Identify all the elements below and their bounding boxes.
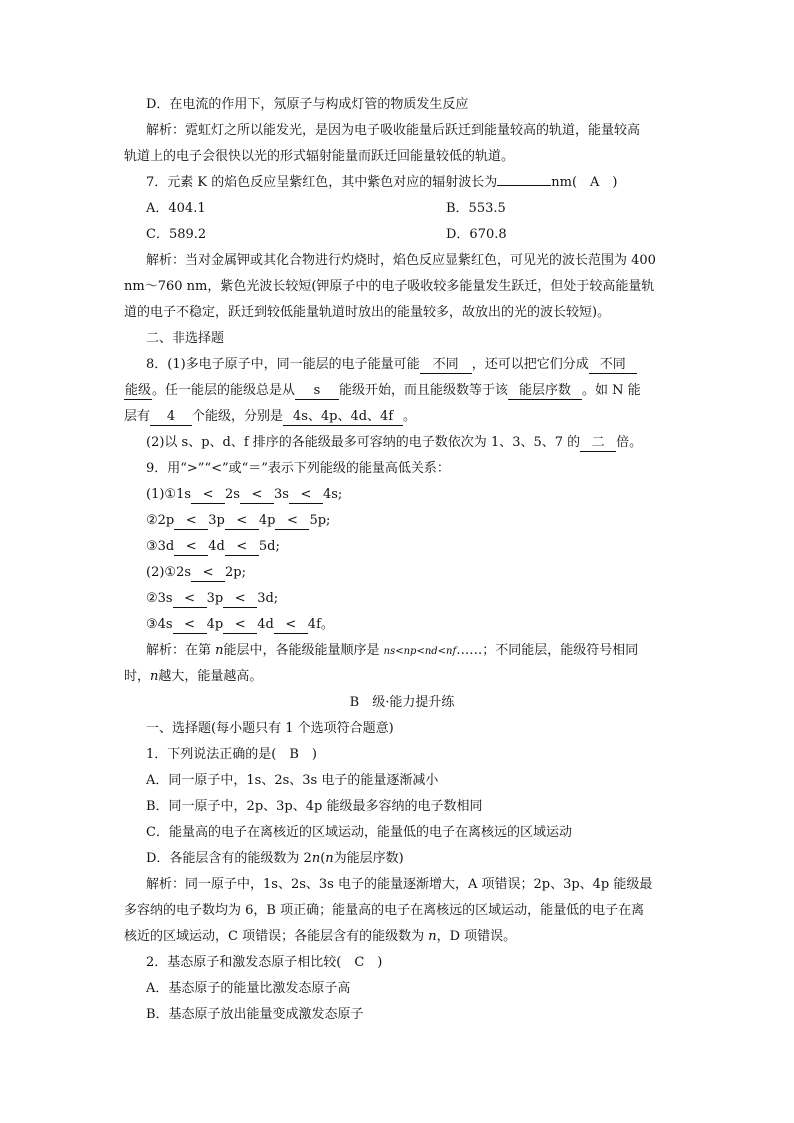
- q9-energy-level: 3p: [208, 513, 225, 528]
- qb1-option-c: C．能量高的电子在离核近的区域运动，能量低的电子在离核远的区域运动: [146, 825, 572, 840]
- q9-row-lead: ②: [146, 513, 158, 528]
- q9-answer-symbol: <: [223, 617, 257, 634]
- q7-option-d: D．670.8: [446, 227, 507, 242]
- q9-energy-level: 4s: [322, 487, 338, 502]
- q9-answer-symbol: <: [275, 513, 309, 530]
- q8-answer-s: s: [295, 383, 339, 400]
- q9-energy-level: 3s: [157, 591, 173, 606]
- q9-row-end-mark: ;: [275, 539, 280, 554]
- q8-text-2c: 。如 N 能: [582, 383, 641, 398]
- q9-energy-level: 3d: [157, 539, 175, 554]
- q9-answer-symbol: <: [174, 539, 208, 556]
- q9-energy-level: 2p: [225, 565, 242, 580]
- section-1-title: 一、选择题(每小题只有 1 个选项符合题意): [146, 721, 394, 736]
- q7-analysis-line-2: nm～760 nm，紫色光波长较短(钾原子中的电子吸收较多能量发生跃迁，但处于较高能量轨: [124, 279, 655, 294]
- q8-answer-different-levels-a: 不同: [589, 357, 637, 374]
- q7-options-row-2: [124, 222, 680, 248]
- q8-answer-layer-number: 能层序数: [508, 383, 582, 400]
- q9-row-lead: (2)①: [146, 565, 177, 580]
- qb1-option-b: B．同一原子中，2p、3p、4p 能级最多容纳的电子数相同: [146, 799, 483, 814]
- q9-analysis-var-n: n: [215, 643, 224, 658]
- qb1-option-a: A．同一原子中，1s、2s、3s 电子的能量逐渐减小: [146, 773, 439, 788]
- qb2-stem: 2．基态原子和激发态原子相比较( C ): [146, 955, 383, 970]
- q9-row: [124, 560, 680, 586]
- q8-text-2b: 能级开始，而且能级数等于该: [339, 383, 509, 398]
- qb1-stem: 1．下列说法正确的是( B ): [146, 747, 317, 762]
- q9-row-lead: ③: [146, 617, 158, 632]
- q8-text-3b: 个能级，分别是: [192, 409, 284, 424]
- q9-row-end-mark: ;: [273, 591, 279, 606]
- q9-stem: 9．用“>”“<”或“＝”表示下列能级的能量高低关系：: [146, 461, 450, 476]
- q9-analysis-line-1: [124, 638, 680, 664]
- q9-row: [124, 482, 680, 508]
- q9-answer-symbol: <: [174, 513, 208, 530]
- q9-comparison-rows: [124, 482, 680, 638]
- q9-energy-level: 4s: [157, 617, 173, 632]
- q6-analysis-line-2: 轨道上的电子会很快以光的形式辐射能量而跃迁回能量较低的轨道。: [124, 149, 515, 164]
- q8-line-1: [124, 352, 680, 378]
- qb1-analysis-line-3-b: ，D 项错误。: [436, 929, 517, 944]
- q9-energy-level: 3d: [257, 591, 274, 606]
- q8-answer-levels: 4s、4p、4d、4f: [283, 409, 403, 426]
- q9-analysis-line-2-var-n: n: [150, 669, 159, 684]
- q9-answer-symbol: <: [289, 487, 323, 504]
- q9-row-end-mark: ;: [326, 513, 331, 528]
- q9-row-lead: ②: [146, 591, 158, 606]
- q9-energy-level: 1s: [176, 487, 192, 502]
- q7-stem-text: 7．元素 K 的焰色反应呈紫红色，其中紫色对应的辐射波长为: [146, 175, 498, 190]
- q9-row: [124, 534, 680, 560]
- q9-answer-symbol: <: [240, 487, 274, 504]
- q9-answer-symbol: <: [173, 591, 207, 608]
- qb1-analysis-var-n: n: [428, 929, 437, 944]
- q7-option-b: B．553.5: [446, 201, 506, 216]
- document-content: [124, 92, 680, 1028]
- q9-analysis-order: ns<np<nd<nf: [383, 646, 457, 657]
- qb1-analysis-line-3-a: 核近的区域运动，C 项错误；各能层含有的能级数为: [124, 929, 429, 944]
- q8-line-3: [124, 404, 680, 430]
- qb1-analysis-line-1: 解析：同一原子中，1s、2s、3s 电子的能量逐渐增大，A 项错误；2p、3p、4p 能级最: [146, 877, 653, 892]
- q8-part-2: [124, 430, 680, 456]
- section-2-title: 二、非选择题: [146, 331, 225, 346]
- q7-answer-blank: [497, 185, 551, 186]
- q9-analysis-line-2-b: 越大，能量越高。: [158, 669, 263, 684]
- q7-stem-unit: nm( A ): [551, 175, 618, 190]
- q9-row-end-mark: ;: [241, 565, 247, 580]
- qb2-option-a: A．基态原子的能量比激发态原子高: [146, 981, 351, 996]
- q8-text-2a: 。任一能层的能级总是从: [152, 383, 296, 398]
- q9-energy-level: 4f: [307, 617, 321, 632]
- qb1-option-d-var-n-2: n: [325, 851, 334, 866]
- q9-answer-symbol: <: [191, 565, 225, 582]
- q9-energy-level: 5p: [309, 513, 327, 528]
- qb2-option-b: B．基态原子放出能量变成激发态原子: [146, 1007, 364, 1022]
- q9-answer-symbol: <: [191, 487, 225, 504]
- qb1-option-d-text-a: D．各能层含有的能级数为 2: [146, 851, 312, 866]
- q9-answer-symbol: <: [225, 539, 259, 556]
- q9-energy-level: 2p: [157, 513, 175, 528]
- q8-text-1b: ，还可以把它们分成: [471, 357, 589, 372]
- q9-energy-level: 4p: [258, 513, 276, 528]
- q9-row: [124, 612, 680, 638]
- q9-answer-symbol: <: [223, 591, 257, 608]
- q9-answer-symbol: <: [173, 617, 207, 634]
- qb1-option-d-var-n-1: n: [311, 851, 321, 866]
- q7-analysis-line-3: 道的电子不稳定，跃迁到较低能量轨道时放出的能量较多，故放出的光的波长较短)。: [124, 305, 611, 320]
- q9-energy-level: 4d: [257, 617, 274, 632]
- q7-analysis-line-1: 解析：当对金属钾或其化合物进行灼烧时，焰色反应显紫红色，可见光的波长范围为 400: [146, 253, 656, 268]
- q8-answer-different-levels-b: 能级: [125, 383, 152, 398]
- q9-row-lead: (1)①: [146, 487, 177, 502]
- qb1-option-d-text-c: 为能层序数): [333, 851, 404, 866]
- q9-energy-level: 5d: [258, 539, 276, 554]
- q7-stem: [124, 170, 680, 196]
- q9-analysis-text-c: ……；不同能层，能级符号相同: [456, 643, 639, 658]
- q7-option-a: A．404.1: [146, 201, 206, 216]
- q9-energy-level: 3s: [273, 487, 289, 502]
- section-b-title: B 级·能力提升练: [349, 695, 455, 710]
- q6-option-d: D．在电流的作用下，氖原子与构成灯管的物质发生反应: [146, 97, 469, 112]
- q9-analysis-line-2: [124, 664, 680, 690]
- q9-answer-symbol: <: [225, 513, 259, 530]
- q8-part-2-text-a: (2)以 s、p、d、f 排序的各能级最多可容纳的电子数依次为 1、3、5、7 的: [146, 435, 581, 450]
- q8-text-3c: 。: [403, 409, 417, 424]
- qb1-option-d-text-b: (: [320, 851, 326, 866]
- q9-row-end-mark: ;: [337, 487, 343, 502]
- q8-answer-two: 二: [580, 435, 616, 452]
- q9-row: [124, 586, 680, 612]
- q7-option-c: C．589.2: [146, 227, 207, 242]
- q9-energy-level: 2s: [225, 487, 240, 502]
- q9-energy-level: 4d: [208, 539, 225, 554]
- qb1-option-d: [124, 846, 680, 872]
- q9-answer-symbol: <: [274, 617, 308, 634]
- q9-energy-level: 4p: [206, 617, 224, 632]
- q8-answer-different: 不同: [420, 357, 472, 374]
- qb1-analysis-line-3: [124, 924, 680, 950]
- q9-analysis-line-2-a: 时，: [124, 669, 151, 684]
- q9-row-lead: ③: [146, 539, 158, 554]
- q8-answer-four: 4: [150, 409, 192, 426]
- q8-text-1a: 8．(1)多电子原子中，同一能层的电子能量可能: [146, 357, 420, 372]
- q9-analysis-text-a: 解析：在第: [146, 643, 216, 658]
- q9-row-end-mark: 。: [320, 617, 334, 632]
- q9-analysis-text-b: 能层中，各能级能量顺序是: [223, 643, 384, 658]
- q8-text-3a: 层有: [124, 409, 151, 424]
- q9-row: [124, 508, 680, 534]
- q9-energy-level: 3p: [206, 591, 224, 606]
- q7-options-row-1: [124, 196, 680, 222]
- q6-analysis-line-1: 解析：霓虹灯之所以能发光，是因为电子吸收能量后跃迁到能量较高的轨道，能量较高: [146, 123, 641, 138]
- qb1-analysis-line-2: 多容纳的电子数均为 6，B 项正确；能量高的电子在离核远的区域运动，能量低的电子在离: [124, 903, 645, 918]
- q9-energy-level: 2s: [176, 565, 192, 580]
- q8-part-2-text-b: 倍。: [616, 435, 643, 450]
- q8-line-2: [124, 378, 680, 404]
